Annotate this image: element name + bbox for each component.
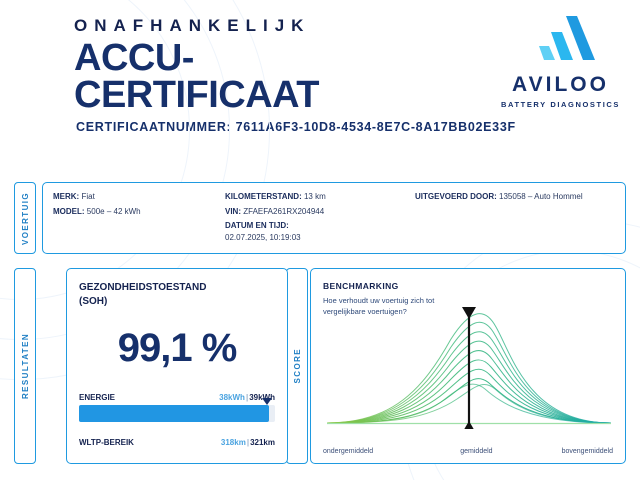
page-title-line1: ACCU- [74,37,194,79]
section-tab-score-label: SCORE [292,348,302,384]
energy-bar-head [79,393,275,402]
kicker-text: ONAFHANKELIJK [74,16,311,35]
benchmarking-axis-center: gemiddeld [460,448,493,455]
vehicle-column-operator [415,191,615,245]
document-header [14,10,626,117]
vehicle-field-vin-value: ZFAEFA261RX204944 [243,206,325,216]
wltp-bar-separator: | [246,438,250,447]
vehicle-field-merk-label: MERK: [53,192,80,201]
section-tab-score [286,268,308,464]
aviloo-logo-icon [501,14,620,71]
page-title-line2: CERTIFICAAT [74,74,319,117]
vehicle-field-operator-value: 135058 – Auto Hommel [499,192,583,201]
benchmarking-axis-labels [323,448,613,455]
energy-bar-separator: | [245,393,249,402]
certificate-number-value: 7611A6F3-10D8-4534-8E7C-8A17BB02E33F [235,120,516,135]
brand-tagline: BATTERY DIAGNOSTICS [500,100,620,109]
vehicle-field-operator-label: UITGEVOERD DOOR: [415,192,497,201]
wltp-bar-current: 318km [220,438,246,447]
benchmarking-axis-left: ondergemiddeld [323,448,374,455]
vehicle-field-datum [225,220,407,243]
vehicle-field-km [225,191,407,203]
vehicle-field-model-label: MODEL: [53,206,85,216]
title-block [74,10,319,117]
vehicle-field-datum-value: 02.07.2025, 10:19:03 [225,232,301,242]
benchmarking-subtitle: Hoe verhoudt uw voertuig zich tot vergelijkbare voertuigen? [323,296,435,317]
soh-title-line2: (SOH) [79,295,108,307]
wltp-bar-max: 321km [250,438,275,447]
energy-bar-current: 38kWh [219,393,245,402]
brand-name: AVILOO [512,73,609,96]
soh-value: 99,1 % [117,326,237,370]
vehicle-field-vin-label: VIN: [225,206,241,216]
soh-title-line1: GEZONDHEIDSTOESTAND [79,282,207,293]
vehicle-column-brand [53,191,225,245]
section-tab-results [14,268,36,464]
certificate-number-label: CERTIFICAATNUMMER: [76,120,232,135]
vehicle-field-model [53,206,217,218]
vehicle-info-panel [42,182,626,254]
section-tab-results-label: RESULTATEN [20,333,30,399]
wltp-bar-block [79,438,275,447]
vehicle-field-model-value: 500e – 42 kWh [86,206,141,216]
energy-bar-label: ENERGIE [79,393,116,402]
certificate-number [14,120,626,134]
energy-bar-track [79,405,275,422]
energy-bar-marker-icon [262,398,272,405]
vehicle-field-datum-label: DATUM EN TIJD: [225,221,289,231]
benchmarking-chart [323,299,615,429]
wltp-bar-label: WLTP-BEREIK [79,438,134,447]
vehicle-column-odometer [225,191,415,245]
wltp-bar-head [79,438,275,447]
benchmarking-axis-right: bovengemiddeld [561,448,613,455]
benchmarking-title: BENCHMARKING [323,281,399,291]
vehicle-field-km-label: KILOMETERSTAND: [225,192,302,201]
energy-bar-block [79,393,275,422]
section-tab-vehicle [14,182,36,254]
soh-title [79,281,275,308]
wltp-bar-values [221,438,275,447]
soh-panel [66,268,288,464]
vehicle-field-merk [53,191,217,203]
benchmarking-panel [310,268,626,464]
energy-bar-fill [79,405,269,422]
vehicle-field-operator [415,191,607,203]
page-title [74,37,319,117]
vehicle-field-km-value: 13 km [303,192,326,201]
vehicle-field-merk-value: Fiat [81,192,95,201]
vehicle-field-vin [225,206,407,218]
section-tab-vehicle-label: VOERTUIG [20,191,30,245]
energy-bar-max: 39kWh [249,393,275,402]
brand-logo [501,10,626,109]
